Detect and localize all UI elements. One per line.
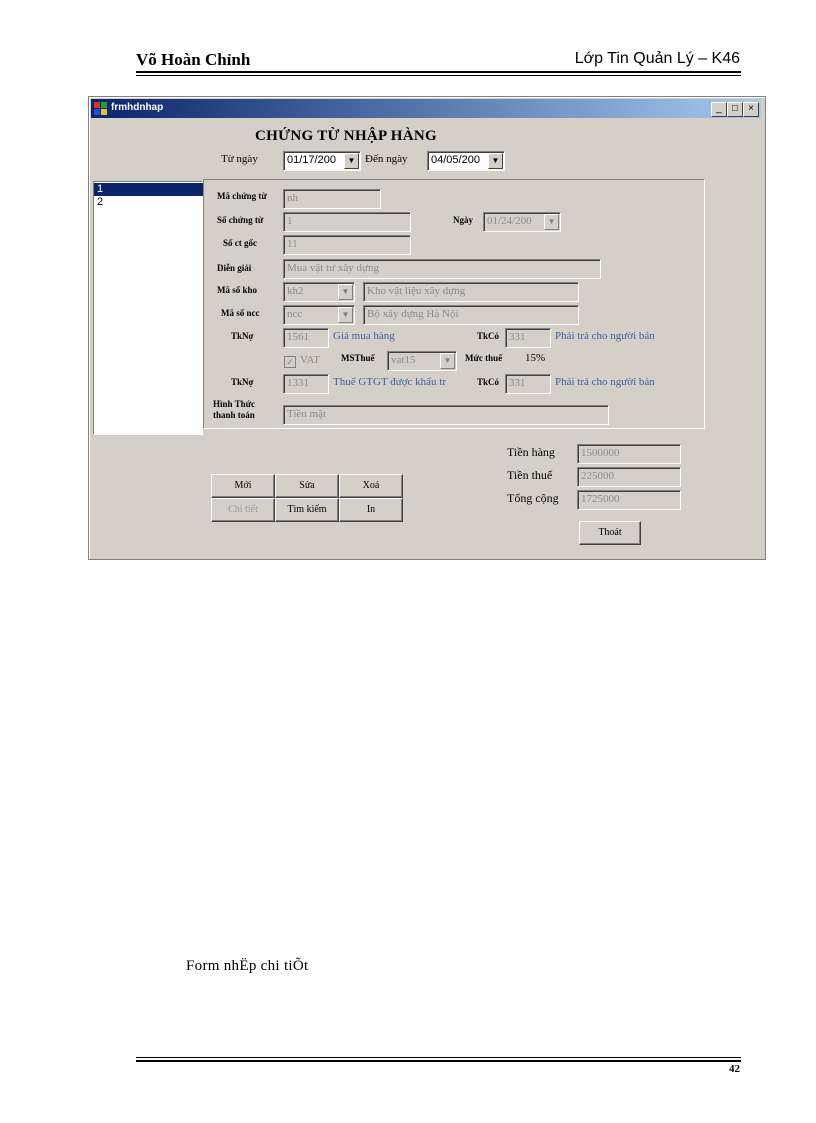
ma-so-ncc-value: ncc [287,308,303,320]
tien-hang-value: 1500000 [581,447,620,459]
dien-giai-value: Mua vật tư xây dựng [287,262,379,274]
app-icon [94,102,107,115]
document-list[interactable] [93,181,203,435]
figure-caption: Form nhËp chi tiÕt [186,958,309,974]
muc-thue-value: 15% [525,352,546,364]
tk-co-2-value: 331 [509,377,526,389]
chevron-down-icon[interactable]: ▼ [344,153,359,169]
minimize-button[interactable]: _ [711,102,727,117]
list-item[interactable]: 1 [94,183,203,196]
maximize-button[interactable]: □ [727,102,743,117]
from-date-picker[interactable] [283,151,361,171]
ngay-picker[interactable] [483,212,561,232]
tk-no-1-field[interactable] [283,328,329,348]
tong-cong-value: 1725000 [581,493,620,505]
tien-thue-label: Tiền thuế [507,468,553,482]
ms-thue-label: MSThuế [341,353,375,363]
ten-ncc-field[interactable] [363,305,579,325]
to-date-picker[interactable] [427,151,505,171]
tk-co-1-desc: Phải trả cho người bán [555,330,655,342]
ms-thue-value: vat15 [391,354,416,366]
header-rule-thin [136,75,741,76]
from-date-value: 01/17/200 [287,154,336,166]
to-date-label: Đến ngày [365,153,408,165]
dien-giai-field[interactable] [283,259,601,279]
tk-no-1-value: 1561 [287,331,309,343]
so-chung-tu-field[interactable] [283,212,411,232]
form-title: CHỨNG TỪ NHẬP HÀNG [255,128,437,144]
tk-no-label: TkNợ [231,331,254,341]
chevron-down-icon[interactable]: ▼ [544,214,559,230]
tk-co-label: TkCó [477,331,500,341]
ten-kho-value: Kho vật liệu xây dựng [367,285,466,297]
chevron-down-icon[interactable]: ▼ [338,284,353,300]
so-ct-goc-label: Số ct gốc [223,238,257,248]
hinh-thuc-value: Tiền mặt [287,408,327,420]
tk-co-1-field[interactable] [505,328,551,348]
ms-thue-combo[interactable] [387,351,457,371]
page-number: 42 [729,1063,740,1075]
header-rule [136,71,741,73]
muc-thue-label: Mức thuế [465,353,503,363]
tk-no-label-2: TkNợ [231,377,254,387]
so-chung-tu-label: Số chứng từ [217,215,264,225]
tk-co-1-value: 331 [509,331,526,343]
tk-co-label-2: TkCó [477,377,500,387]
edit-button[interactable]: Sửa [275,474,339,498]
tong-cong-label: Tổng cộng [507,491,559,505]
vat-checkbox[interactable]: ✓ [284,356,296,368]
tong-cong-field[interactable] [577,490,681,510]
ma-so-ncc-combo[interactable] [283,305,355,325]
chevron-down-icon[interactable]: ▼ [488,153,503,169]
close-button[interactable]: × [743,102,759,117]
ma-so-ncc-label: Mã số ncc [221,308,260,318]
exit-button[interactable]: Thoát [579,521,641,545]
hinh-thuc-label-2: thanh toán [213,410,255,420]
list-item[interactable]: 2 [97,196,104,208]
tien-hang-label: Tiền hàng [507,445,555,459]
window-title: frmhdnhap [111,102,164,113]
delete-button[interactable]: Xoá [339,474,403,498]
course-name: Lớp Tin Quản Lý – K46 [574,50,740,67]
dien-giai-label: Diễn giải [217,263,252,273]
tk-no-2-desc: Thuế GTGT được khấu tr [333,376,446,388]
chevron-down-icon[interactable]: ▼ [338,307,353,323]
title-bar[interactable] [91,99,761,118]
to-date-value: 04/05/200 [431,154,480,166]
from-date-label: Từ ngày [221,153,258,165]
tk-co-2-desc: Phải trả cho người bán [555,376,655,388]
author-name: Võ Hoàn Chỉnh [136,50,251,69]
new-button[interactable]: Mới [211,474,275,498]
footer-rule [136,1060,741,1062]
tien-thue-value: 225000 [581,470,614,482]
ngay-value: 01/24/200 [487,215,532,227]
vat-label: VAT [300,354,320,366]
tk-no-2-field[interactable] [283,374,329,394]
detail-button[interactable]: Chi tiết [211,498,275,522]
so-ct-goc-value: 11 [287,238,298,250]
footer-rule-thin [136,1057,741,1058]
hinh-thuc-field[interactable] [283,405,609,425]
tk-no-2-value: 1331 [287,377,309,389]
tk-no-1-desc: Giá mua hàng [333,330,395,342]
hinh-thuc-label-1: Hình Thức [213,399,256,409]
tien-thue-field[interactable] [577,467,681,487]
form-window [88,96,766,560]
ma-chung-tu-field[interactable] [283,189,381,209]
chevron-down-icon[interactable]: ▼ [440,353,455,369]
ten-ncc-value: Bộ xây dựng Hà Nội [367,308,459,320]
ma-chung-tu-value: nh [287,192,298,204]
tk-co-2-field[interactable] [505,374,551,394]
ma-so-kho-label: Mã số kho [217,285,258,295]
ngay-label: Ngày [453,215,473,225]
print-button[interactable]: In [339,498,403,522]
so-ct-goc-field[interactable] [283,235,411,255]
ma-so-kho-combo[interactable] [283,282,355,302]
tien-hang-field[interactable] [577,444,681,464]
ma-chung-tu-label: Mã chứng từ [217,191,267,201]
search-button[interactable]: Tìm kiếm [275,498,339,522]
so-chung-tu-value: 1 [287,215,293,227]
ma-so-kho-value: kh2 [287,285,304,297]
ten-kho-field[interactable] [363,282,579,302]
